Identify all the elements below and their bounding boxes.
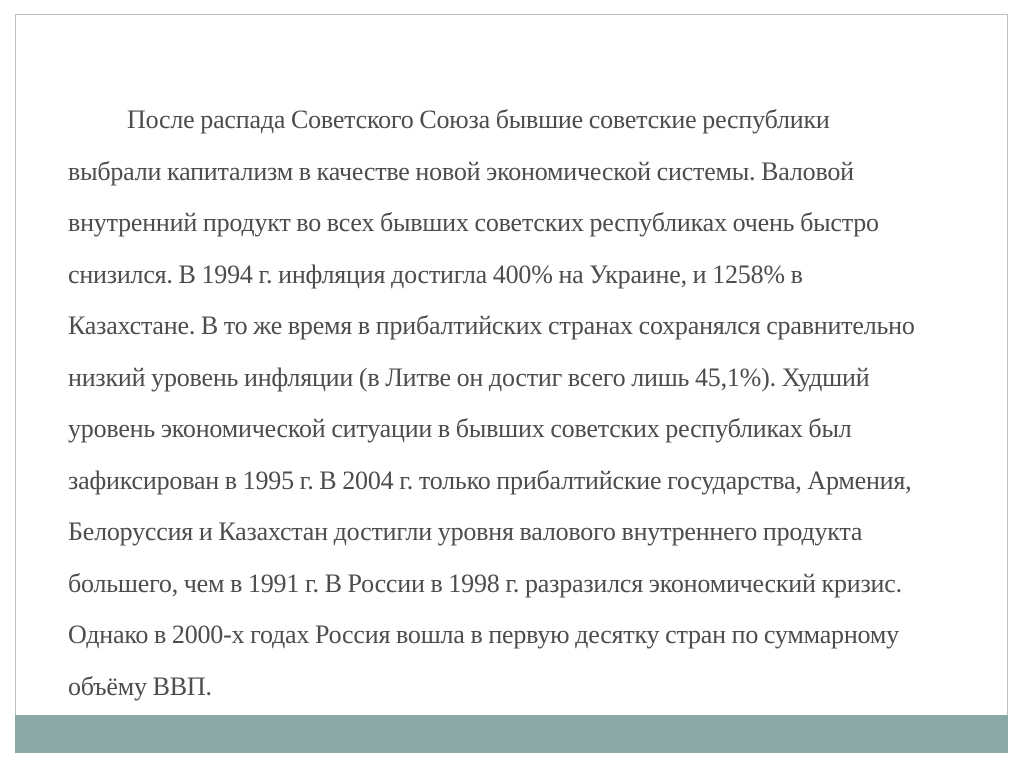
- paragraph-line: Белоруссия и Казахстан достигли уровня валового внутреннего продукта: [68, 517, 863, 546]
- slide-paragraph: [68, 94, 964, 712]
- paragraph-line: выбрали капитализм в качестве новой экономической системы. Валовой: [68, 156, 854, 186]
- paragraph-line: Однако в 2000-х годах Россия вошла в первую десятку стран по суммарному: [68, 620, 899, 649]
- paragraph-line: объёму ВВП.: [68, 671, 212, 701]
- paragraph-line: низкий уровень инфляции (в Литве он достиг всего лишь 45,1%). Худший: [68, 362, 870, 392]
- paragraph-line: снизился. В 1994 г. инфляция достигла 400% на Украине, и 1258% в: [68, 259, 803, 289]
- paragraph-line: большего, чем в 1991 г. В России в 1998 г. разразился экономический кризис.: [68, 568, 902, 598]
- paragraph-line: внутренний продукт во всех бывших советских республиках очень быстро: [68, 208, 879, 237]
- paragraph-line: уровень экономической ситуации в бывших советских республиках был: [68, 414, 852, 443]
- paragraph-line: зафиксирован в 1995 г. В 2004 г. только прибалтийские государства, Армения,: [68, 465, 912, 495]
- paragraph-line: После распада Советского Союза бывшие советские республики: [127, 105, 830, 134]
- paragraph-line: Казахстане. В то же время в прибалтийских странах сохранялся сравнительно: [68, 311, 915, 340]
- slide-bottom-bar: [15, 715, 1008, 753]
